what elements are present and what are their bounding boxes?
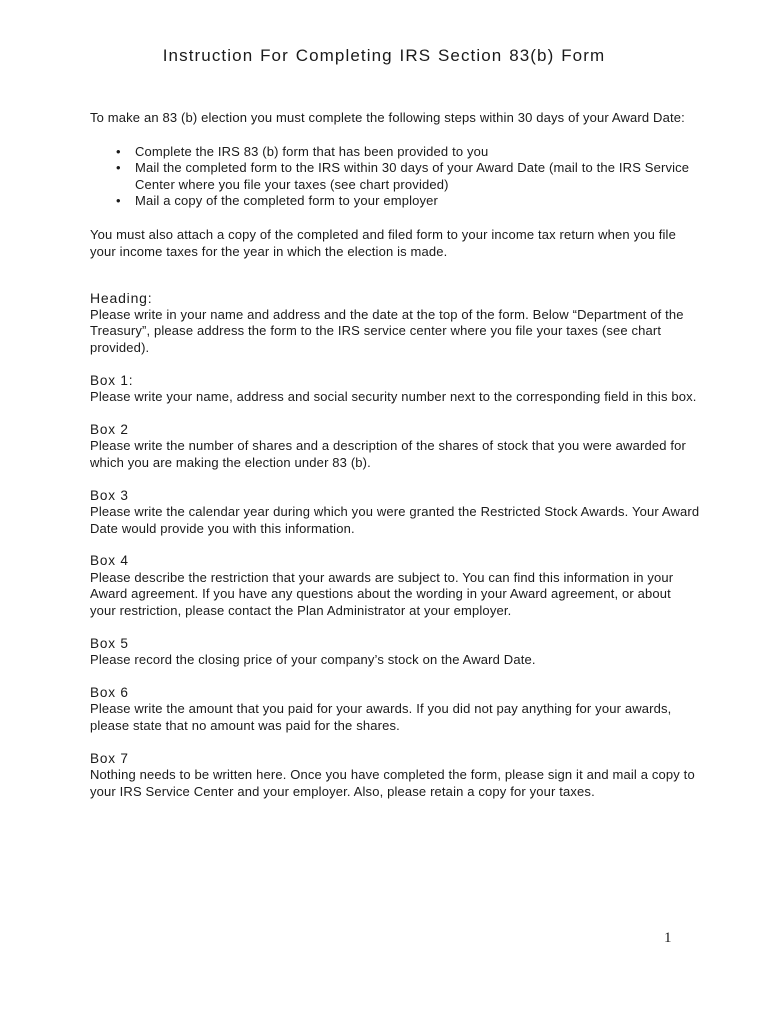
section-box-1 (90, 373, 700, 406)
section-text: Please write your name, address and social security number next to the corresponding field in this box. (90, 389, 697, 405)
section-text: Please write the number of shares and a description of the shares of stock that you were awarded for which you are making the election under 83 (b). (90, 438, 686, 470)
list-item (90, 160, 700, 193)
bullet-icon: • (116, 193, 121, 209)
bullet-icon: • (116, 160, 121, 176)
steps-list (90, 144, 700, 210)
document-title: Instruction For Completing IRS Section 83(b) Form (162, 46, 606, 65)
bullet-icon: • (116, 143, 121, 159)
section-box-6 (90, 685, 700, 735)
section-title: Box 1: (90, 372, 134, 388)
list-item-text: Complete the IRS 83 (b) form that has been provided to you (135, 143, 489, 159)
page-number: 1 (664, 930, 672, 946)
section-box-7 (90, 751, 700, 801)
section-text: Please write the calendar year during which you were granted the Restricted Stock Awards. Your Award Date would provide you with this information. (90, 504, 700, 536)
section-heading (90, 290, 700, 356)
section-title: Box 5 (90, 635, 129, 651)
list-item (90, 144, 700, 161)
section-box-5 (90, 636, 700, 669)
list-item-text: Mail the completed form to the IRS within 30 days of your Award Date (mail to the IRS Service Center where you file your taxes (see chart provided) (135, 160, 690, 192)
section-title: Box 3 (90, 487, 129, 503)
section-title: Box 7 (90, 750, 129, 766)
section-title: Heading: (90, 290, 153, 307)
section-box-2 (90, 422, 700, 472)
attach-note-paragraph: You must also attach a copy of the completed and filed form to your income tax return when you file your income taxes for the year in which the election is made. (90, 226, 676, 259)
section-box-3 (90, 488, 700, 538)
section-text: Please record the closing price of your company’s stock on the Award Date. (90, 652, 536, 668)
list-item-text: Mail a copy of the completed form to your employer (135, 193, 439, 209)
section-text: Please write the amount that you paid for your awards. If you did not pay anything for your awards, please state that no amount was paid for the shares. (90, 701, 672, 734)
section-title: Box 4 (90, 553, 129, 569)
section-text: Nothing needs to be written here. Once you have completed the form, please sign it and mail a copy to your IRS Service Center and your employer. Also, please retain a copy for your taxes. (90, 767, 695, 799)
section-text: Please describe the restriction that your awards are subject to. You can find this information in your Award agreement. If you have any questions about the wording in your Award agreement, or about your restriction, please contact the Plan Administrator at your employer. (90, 569, 674, 619)
section-box-4 (90, 553, 700, 619)
section-title: Box 2 (90, 421, 129, 437)
section-text: Please write in your name and address and the date at the top of the form. Below “Department of the Treasury”, please address the form to the IRS service center where you file your taxes (see chart provided). (90, 306, 684, 355)
section-title: Box 6 (90, 684, 129, 700)
intro-paragraph: To make an 83 (b) election you must complete the following steps within 30 days of your Award Date: (90, 110, 685, 125)
list-item (90, 193, 700, 210)
document-body (90, 110, 700, 816)
